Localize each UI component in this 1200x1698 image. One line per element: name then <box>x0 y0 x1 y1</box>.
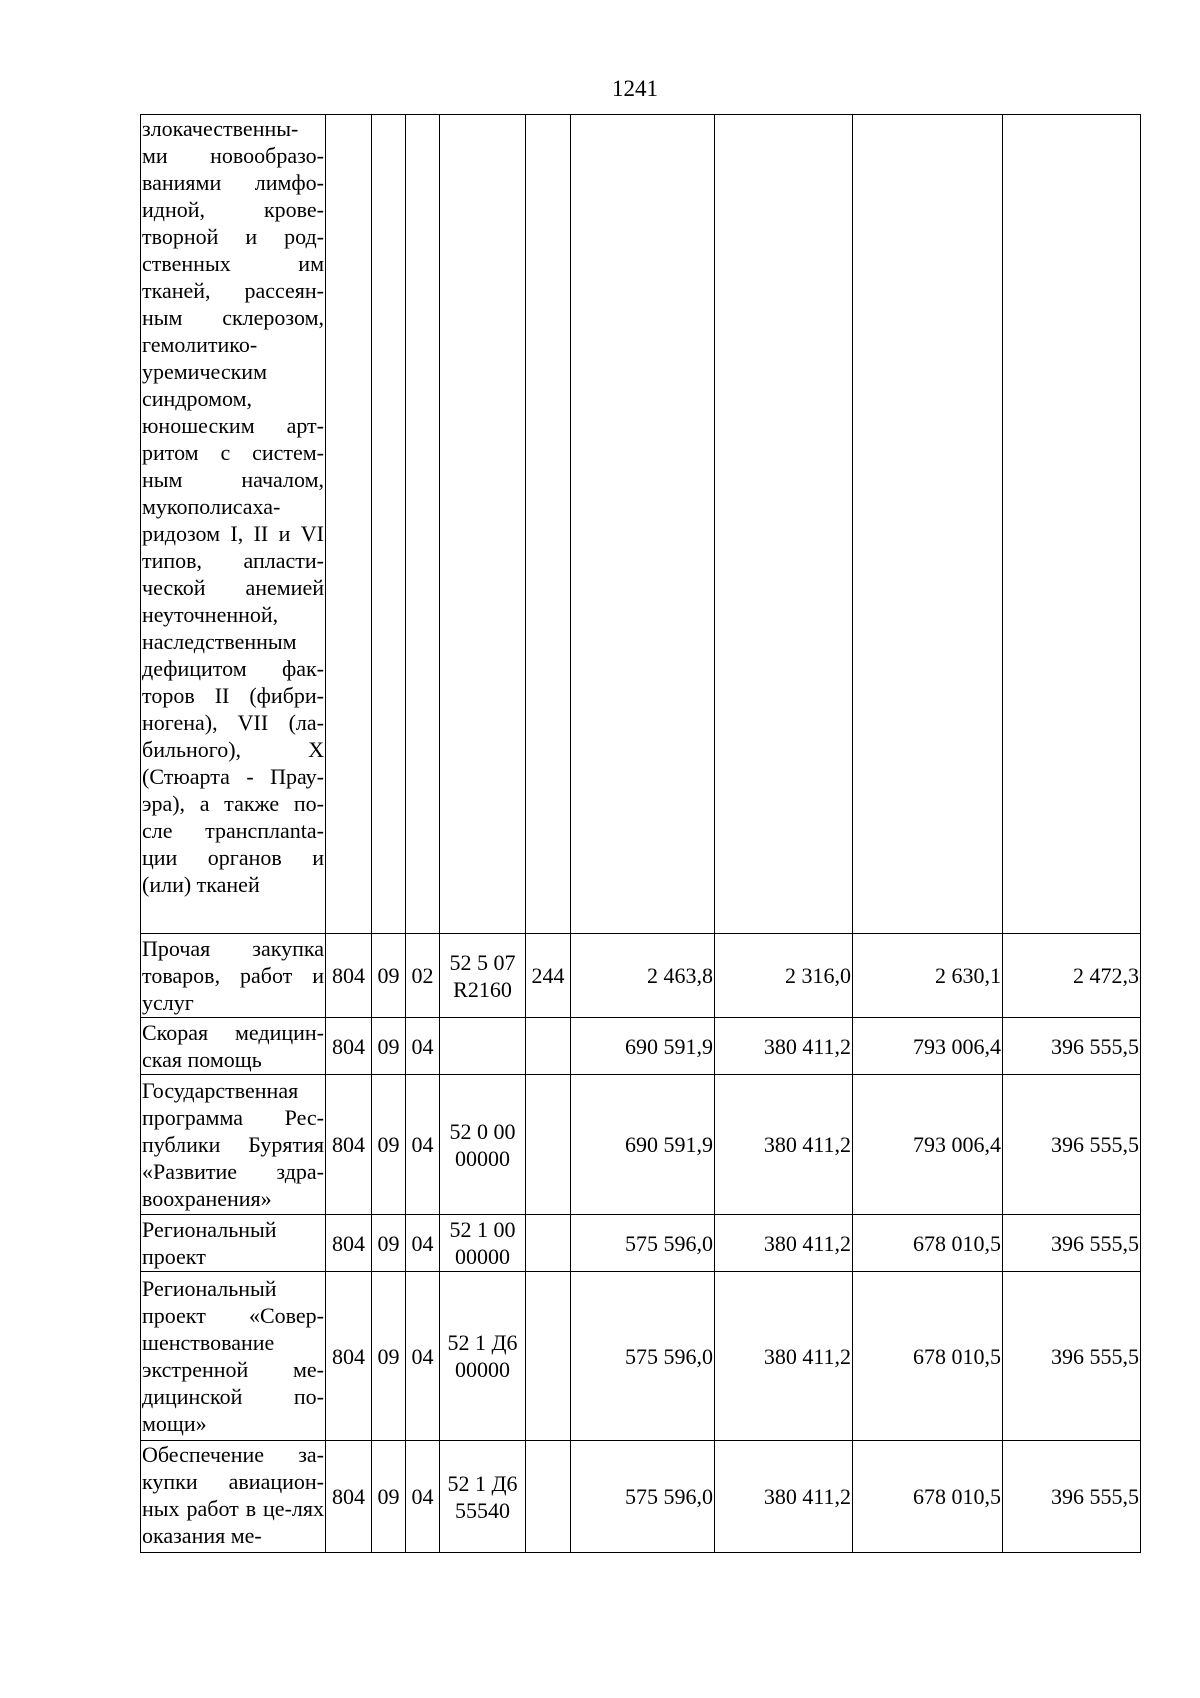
ministry-code-cell <box>326 115 372 934</box>
target-article-cell <box>440 1215 526 1272</box>
target-article-line-1: 52 5 07 <box>449 949 516 975</box>
amount-cell-3: 678 010,5 <box>853 1272 1003 1441</box>
amount-cell-3: 2 630,1 <box>853 934 1003 1018</box>
row-name-cell: Государственная программа Рес-публики Бурятия «Развитие здра-воохранения» <box>141 1075 326 1215</box>
amount-cell-4: 2 472,3 <box>1003 934 1141 1018</box>
amount-cell-2: 380 411,2 <box>715 1215 853 1272</box>
amount-cell-4: 396 555,5 <box>1003 1075 1141 1215</box>
amount-cell-1: 690 591,9 <box>571 1018 715 1075</box>
amount-cell-1: 575 596,0 <box>571 1441 715 1553</box>
table-row <box>141 1018 1141 1075</box>
amount-cell-4 <box>1003 115 1141 934</box>
table-row <box>141 115 1141 934</box>
expense-type-cell <box>526 1018 571 1075</box>
amount-cell-2: 380 411,2 <box>715 1075 853 1215</box>
row-name-cell: Обеспечение за-купки авиацион-ных работ в це-лях оказания ме- <box>141 1441 326 1553</box>
section-code-cell <box>372 115 406 934</box>
amount-cell-3: 678 010,5 <box>853 1215 1003 1272</box>
amount-cell-3: 678 010,5 <box>853 1441 1003 1553</box>
section-code-cell: 09 <box>372 1018 406 1075</box>
target-article-cell <box>440 1272 526 1441</box>
target-article-cell <box>440 1018 526 1075</box>
amount-cell-4: 396 555,5 <box>1003 1215 1141 1272</box>
amount-cell-4: 396 555,5 <box>1003 1441 1141 1553</box>
amount-cell-3: 793 006,4 <box>853 1018 1003 1075</box>
target-article-line-2: 55540 <box>455 1497 510 1523</box>
amount-cell-1: 2 463,8 <box>571 934 715 1018</box>
expense-type-cell <box>526 1272 571 1441</box>
target-article-line-2: 00000 <box>455 1145 510 1171</box>
ministry-code-cell: 804 <box>326 1272 372 1441</box>
row-name-cell: Региональный проект <box>141 1215 326 1272</box>
row-name-cell: Скорая медицин-ская помощь <box>141 1018 326 1075</box>
expense-type-cell <box>526 1075 571 1215</box>
amount-cell-2: 2 316,0 <box>715 934 853 1018</box>
subsection-code-cell: 04 <box>406 1272 440 1441</box>
subsection-code-cell: 04 <box>406 1215 440 1272</box>
section-code-cell: 09 <box>372 1272 406 1441</box>
amount-cell-2: 380 411,2 <box>715 1441 853 1553</box>
target-article-line-2: 00000 <box>455 1357 510 1382</box>
table-row <box>141 1272 1141 1441</box>
target-article-cell <box>440 1075 526 1215</box>
subsection-code-cell: 02 <box>406 934 440 1018</box>
row-name-cell: злокачественны-ми новообразо-ваниями лимфо-идной, крове-творной и род-ственных им тканей, рассеян-ным склерозом, гемолитико-уремическим синдромом, юношеским арт-ритом с систем-ным началом, мукополисаха-ридозом I, II и VI типов, апласти-ческой анемией неуточненной, наследственным дефицитом фак-торов II (фибри-ногена), VII (ла-бильного), X (Стюарта - Прау-эра), а также по-сле трансплanta-ции органов и (или) тканей <box>141 115 326 934</box>
amount-cell-1: 690 591,9 <box>571 1075 715 1215</box>
budget-table <box>140 114 1141 1553</box>
subsection-code-cell <box>406 115 440 934</box>
ministry-code-cell: 804 <box>326 934 372 1018</box>
ministry-code-cell: 804 <box>326 1075 372 1215</box>
target-article-line-2: 00000 <box>455 1244 510 1269</box>
amount-cell-1: 575 596,0 <box>571 1272 715 1441</box>
section-code-cell: 09 <box>372 934 406 1018</box>
table-row <box>141 1215 1141 1272</box>
target-article-line-1: 52 1 Д6 <box>447 1470 518 1496</box>
amount-cell-2: 380 411,2 <box>715 1018 853 1075</box>
amount-cell-3: 793 006,4 <box>853 1075 1003 1215</box>
target-article-line-1: 52 0 00 <box>449 1118 516 1144</box>
expense-type-cell: 244 <box>526 934 571 1018</box>
expense-type-cell <box>526 1215 571 1272</box>
expense-type-cell <box>526 115 571 934</box>
target-article-line-2: R2160 <box>453 976 512 1002</box>
ministry-code-cell: 804 <box>326 1215 372 1272</box>
amount-cell-2: 380 411,2 <box>715 1272 853 1441</box>
amount-cell-2 <box>715 115 853 934</box>
subsection-code-cell: 04 <box>406 1018 440 1075</box>
ministry-code-cell: 804 <box>326 1441 372 1553</box>
page-number: 1241 <box>612 76 658 101</box>
amount-cell-3 <box>853 115 1003 934</box>
table-row <box>141 1075 1141 1215</box>
target-article-cell <box>440 1441 526 1553</box>
section-code-cell: 09 <box>372 1441 406 1553</box>
table-row <box>141 1441 1141 1553</box>
expense-type-cell <box>526 1441 571 1553</box>
row-name-cell: Региональный проект «Совер-шенствование экстренной ме-дицинской по-мощи» <box>141 1272 326 1441</box>
section-code-cell: 09 <box>372 1075 406 1215</box>
subsection-code-cell: 04 <box>406 1075 440 1215</box>
amount-cell-4: 396 555,5 <box>1003 1272 1141 1441</box>
target-article-line-1: 52 1 Д6 <box>447 1330 518 1355</box>
target-article-cell <box>440 115 526 934</box>
row-name-cell: Прочая закупка товаров, работ и услуг <box>141 934 326 1018</box>
target-article-line-1: 52 1 00 <box>449 1217 516 1242</box>
amount-cell-4: 396 555,5 <box>1003 1018 1141 1075</box>
amount-cell-1 <box>571 115 715 934</box>
amount-cell-1: 575 596,0 <box>571 1215 715 1272</box>
table-row <box>141 934 1141 1018</box>
section-code-cell: 09 <box>372 1215 406 1272</box>
target-article-cell <box>440 934 526 1018</box>
ministry-code-cell: 804 <box>326 1018 372 1075</box>
subsection-code-cell: 04 <box>406 1441 440 1553</box>
